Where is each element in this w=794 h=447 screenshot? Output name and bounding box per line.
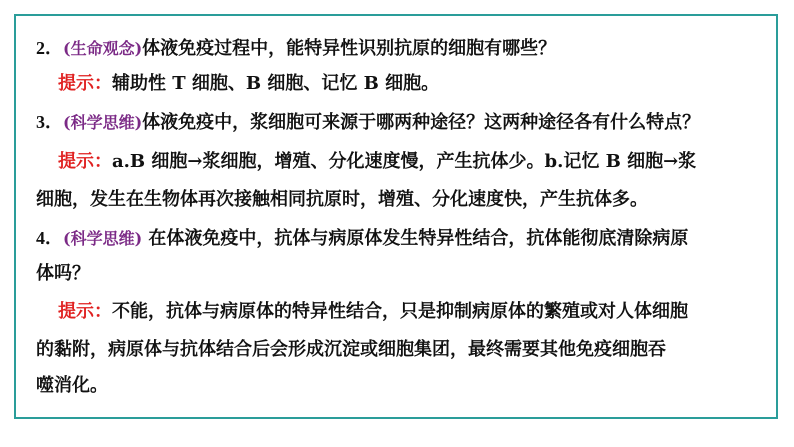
question-3 [36,110,700,135]
answer-text: 噬消化。 [36,375,108,396]
answer-2 [58,72,439,96]
question-tag: (生命观念) [63,39,143,58]
answer-4-continued [36,374,108,398]
answer-text: a.B 细胞→浆细胞，增殖、分化速度慢，产生抗体少。b.记忆 B 细胞→浆 [112,151,697,172]
question-text: 体液免疫中，浆细胞可来源于哪两种途径？这两种途径各有什么特点？ [142,112,701,133]
answer-3 [58,150,696,174]
question-2 [36,36,556,61]
question-tag: (科学思维) [63,113,143,132]
question-text: 在体液免疫中，抗体与病原体发生特异性结合，抗体能彻底清除病原 [142,228,689,249]
hint-label: 提示： [58,151,112,172]
answer-text: 细胞，发生在生物体再次接触相同抗原时，增殖、分化速度快，产生抗体多。 [36,189,648,210]
question-number: 3． [36,112,63,132]
question-tag: (科学思维) [63,229,143,248]
answer-text: 不能，抗体与病原体的特异性结合，只是抑制病原体的繁殖或对人体细胞 [112,301,688,322]
answer-4-continued [36,338,666,362]
answer-4 [58,300,688,324]
answer-text: 的黏附，病原体与抗体结合后会形成沉淀或细胞集团，最终需要其他免疫细胞吞 [36,339,666,360]
question-number: 2． [36,38,63,58]
question-text: 体液免疫过程中，能特异性识别抗原的细胞有哪些？ [142,38,557,59]
answer-text: 辅助性 T 细胞、B 细胞、记忆 B 细胞。 [112,73,440,94]
question-4 [36,226,688,251]
hint-label: 提示： [58,73,112,94]
question-4-continued [36,262,90,286]
question-text: 体吗？ [36,263,90,284]
answer-3-continued [36,188,648,212]
hint-label: 提示： [58,301,112,322]
question-number: 4． [36,228,63,248]
